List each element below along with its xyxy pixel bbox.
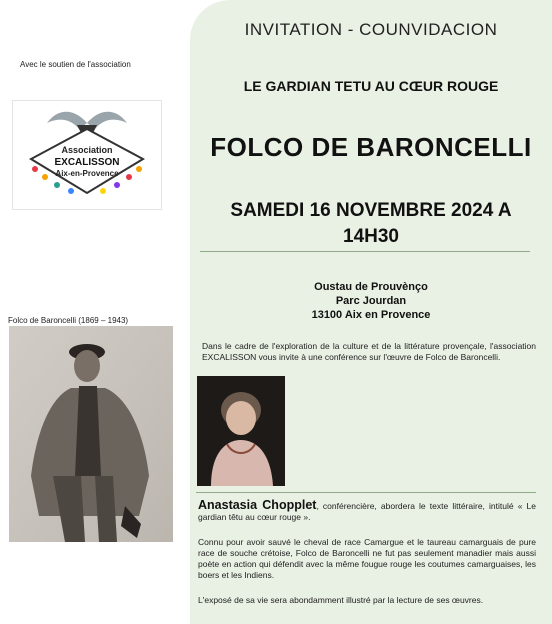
venue-line2: Parc Jourdan xyxy=(335,295,407,307)
invitation-heading: INVITATION - COUNVIDACION xyxy=(244,20,498,39)
logo-line1: Association xyxy=(61,145,113,155)
venue-line3: 13100 Aix en Provence xyxy=(311,309,431,321)
association-logo xyxy=(12,100,162,210)
logo-line2: EXCALISSON xyxy=(54,157,120,168)
speaker-name: Anastasia Chopplet xyxy=(198,498,317,512)
event-time: 14H30 xyxy=(343,226,399,247)
light-bulb-icon xyxy=(42,174,48,180)
light-bulb-icon xyxy=(126,174,132,180)
light-bulb-icon xyxy=(100,188,106,194)
speaker-paragraph xyxy=(198,500,536,523)
venue-address xyxy=(190,280,552,322)
divider xyxy=(196,492,536,493)
conference-subtitle: LE GARDIAN TETU AU CŒUR ROUGE xyxy=(243,78,499,94)
intro-paragraph: Dans le cadre de l'exploration de la culture et de la littérature provençale, l'association EXCALISSON vous invite à une conférence sur l'œuvre de Folco de Baroncelli. xyxy=(202,341,536,362)
light-bulb-icon xyxy=(136,166,142,172)
light-bulb-icon xyxy=(68,188,74,194)
logo-line3: Aix-en-Provence xyxy=(55,169,119,178)
bio-paragraph: Connu pour avoir sauvé le cheval de race Camargue et le taureau camarguais de pure race de souche crétoise, Folco de Baroncelli ne fut pas seulement manadier mais aussi poète en action qui défendit avec la même fougue rouge les coutumes camarguaises, les boers et les Indiens. xyxy=(198,537,536,580)
main-title: FOLCO DE BARONCELLI xyxy=(210,132,532,162)
venue-line1: Oustau de Prouvènço xyxy=(314,281,428,293)
support-text: Avec le soutien de l'association xyxy=(20,60,131,69)
portrait-photo-graphic xyxy=(9,326,173,542)
excalisson-logo-graphic xyxy=(13,101,161,209)
speaker-photo-graphic xyxy=(197,376,285,486)
light-bulb-icon xyxy=(114,182,120,188)
light-bulb-icon xyxy=(32,166,38,172)
speaker-portrait xyxy=(197,376,285,486)
speaker-description: , conférencière, abordera le texte littéraire, intitulé « Le gardian têtu au cœur rouge ». xyxy=(198,501,536,522)
event-date: SAMEDI 16 NOVEMBRE 2024 A xyxy=(230,200,512,221)
portrait-caption: Folco de Baroncelli (1869 – 1943) xyxy=(8,316,129,325)
divider xyxy=(200,251,530,252)
baroncelli-portrait xyxy=(9,326,173,542)
closing-paragraph: L'exposé de sa vie sera abondamment illustré par la lecture de ses œuvres. xyxy=(198,595,484,605)
light-bulb-icon xyxy=(54,182,60,188)
